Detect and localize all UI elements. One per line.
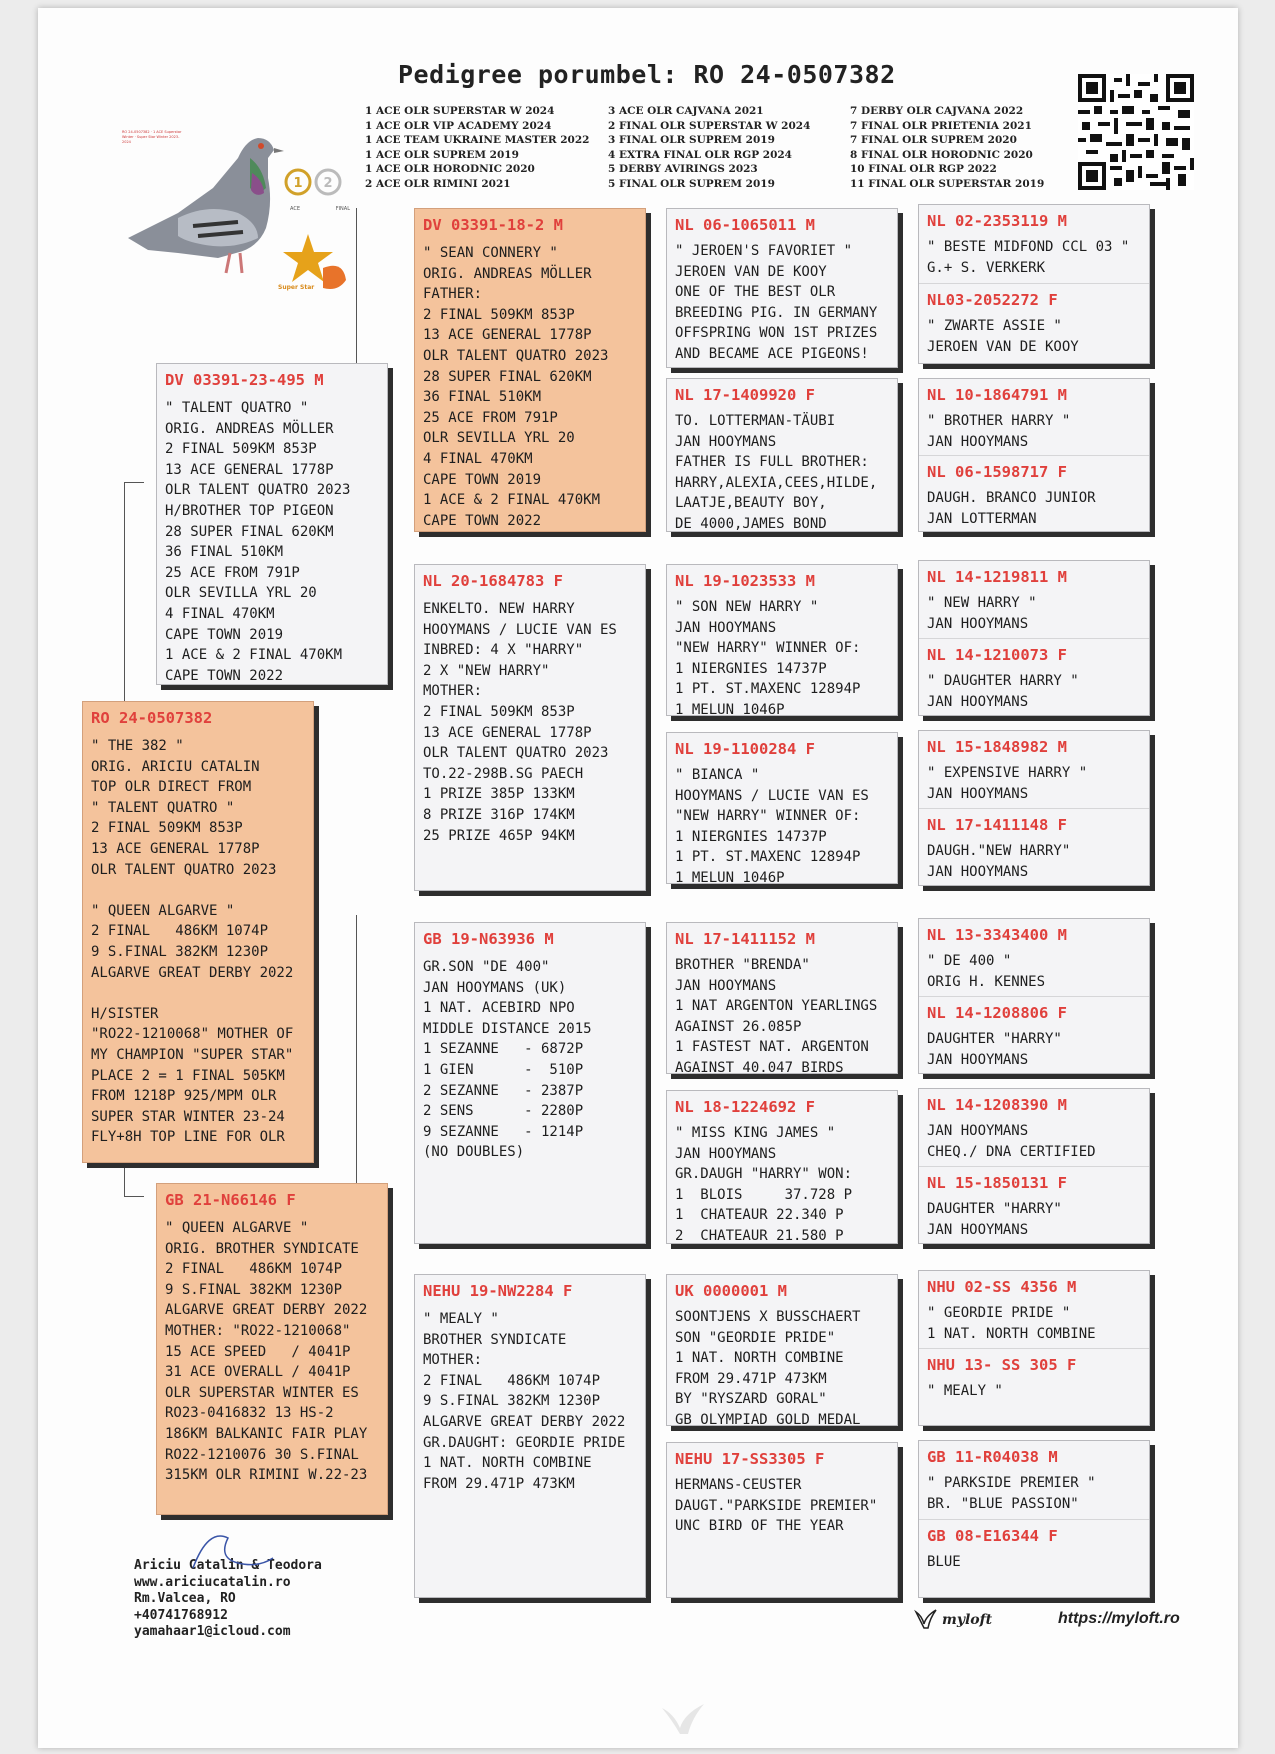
ring-number: RO 24-0507382: [91, 709, 213, 727]
pigeon-pair-card[interactable]: [918, 1440, 1150, 1598]
pigeon-entry-female[interactable]: [919, 456, 1149, 529]
pigeon-pair-card[interactable]: [918, 560, 1150, 716]
achievement-line: 7 FINAL OLR SUPREM 2020: [850, 134, 1017, 147]
ring-number: NL 14-1210073 F: [927, 646, 1067, 664]
achievement-line: 8 FINAL OLR HORODNIC 2020: [850, 148, 1033, 161]
myloft-brand: myloft: [942, 1612, 993, 1628]
pigeon-notes: " THE 382 " ORIG. ARICIU CATALIN TOP OLR DIRECT FROM " TALENT QUATRO " 2 FINAL 509KM 853P 13 ACE GENERAL 1778P OLR TALENT QUATRO 2023 " QUEEN ALGARVE " 2 FINAL 486KM 1074P 9 S.FINAL 382KM 1230P ALGARVE GREAT DERBY 2022 H/SISTER "RO22-1210068" MOTHER OF MY CHAMPION "SUPER STAR" PLACE 2 = 1 FINAL 505KM FROM 1218P 925/MPM OLR SUPER STAR WINTER 23-24 FLY+8H TOP LINE FOR OLR: [91, 738, 294, 1146]
ring-number: NL 14-1208390 M: [927, 1096, 1067, 1114]
achievement-line: 11 FINAL OLR SUPERSTAR 2019: [850, 177, 1045, 190]
ring-number: NEHU 19-NW2284 F: [423, 1282, 573, 1300]
pigeon-notes: DAUGHTER "HARRY" JAN HOOYMANS: [927, 1201, 1062, 1238]
pigeon-notes: " MEALY " BROTHER SYNDICATE MOTHER: 2 FINAL 486KM 1074P 9 S.FINAL 382KM 1230P ALGARVE GREAT DERBY 2022 GR.DAUGHT: GEORDIE PRIDE 1 NAT. NORTH COMBINE FROM 29.471P 473KM: [423, 1311, 626, 1492]
pigeon-notes: " ZWARTE ASSIE " JEROEN VAN DE KOOY: [927, 318, 1079, 355]
pigeon-entry-male[interactable]: [919, 731, 1149, 804]
pigeon-card-mff[interactable]: [666, 922, 898, 1074]
pigeon-notes: " BROTHER HARRY " JAN HOOYMANS: [927, 413, 1071, 450]
pigeon-card-mfm[interactable]: [666, 1090, 898, 1244]
achievement-line: 3 FINAL OLR SUPREM 2019: [608, 134, 775, 147]
achievements-column-1: [365, 104, 589, 192]
medal-labels: [290, 206, 350, 212]
ring-number: NHU 13- SS 305 F: [927, 1356, 1077, 1374]
ring-number: GB 11-R04038 M: [927, 1448, 1058, 1466]
achievement-line: 5 DERBY AVIRINGS 2023: [608, 163, 758, 176]
pigeon-card-fmf[interactable]: [666, 564, 898, 716]
pigeon-notes: " PARKSIDE PREMIER " BR. "BLUE PASSION": [927, 1475, 1096, 1512]
ring-number: GB 19-N63936 M: [423, 930, 554, 948]
pigeon-pair-card[interactable]: [918, 1088, 1150, 1244]
pigeon-notes: " BIANCA " HOOYMANS / LUCIE VAN ES "NEW HARRY" WINNER OF: 1 NIERGNIES 14737P 1 PT. ST.MAXENC 12894P 1 MELUN 1046P: [675, 767, 869, 884]
achievement-line: 10 FINAL OLR RGP 2022: [850, 163, 997, 176]
pigeon-pair-card[interactable]: [918, 918, 1150, 1074]
achievement-line: 7 FINAL OLR PRIETENIA 2021: [850, 119, 1032, 132]
pigeon-entry-female[interactable]: [919, 639, 1149, 712]
pigeon-notes: ENKELTO. NEW HARRY HOOYMANS / LUCIE VAN ES INBRED: 4 X "HARRY" 2 X "NEW HARRY" MOTHER: 2 FINAL 509KM 853P 13 ACE GENERAL 1778P OLR TALENT QUATRO 2023 TO.22-298B.SG PAECH 1 PRIZE 385P 133KM 8 PRIZE 316P 174KM 25 PRIZE 465P 94KM: [423, 601, 617, 844]
pigeon-entry-male[interactable]: [919, 379, 1149, 452]
medal-label-ace: ACE: [290, 206, 300, 212]
ring-number: NL 06-1065011 M: [675, 216, 815, 234]
pigeon-notes: " NEW HARRY " JAN HOOYMANS: [927, 595, 1037, 632]
pigeon-card-maternal-grandfather[interactable]: [414, 922, 646, 1244]
achievement-line: 1 ACE OLR HORODNIC 2020: [365, 163, 535, 176]
pigeon-entry-female[interactable]: [919, 997, 1149, 1070]
pigeon-entry-female[interactable]: [919, 809, 1149, 882]
ring-number: NL 17-1411152 M: [675, 930, 815, 948]
pigeon-pair-card[interactable]: [918, 378, 1150, 532]
pigeon-notes: " EXPENSIVE HARRY " JAN HOOYMANS: [927, 765, 1088, 802]
achievement-line: 1 ACE OLR SUPERSTAR W 2024: [365, 105, 555, 117]
ring-number: GB 08-E16344 F: [927, 1527, 1058, 1545]
pigeon-notes: " DE 400 " ORIG H. KENNES: [927, 953, 1046, 990]
pigeon-notes: GR.SON "DE 400" JAN HOOYMANS (UK) 1 NAT. ACEBIRD NPO MIDDLE DISTANCE 2015 1 SEZANNE - 6872P 1 GIEN - 510P 2 SEZANNE - 2387P 2 SENS - 2280P 9 SEZANNE - 1214P (NO DOUBLES): [423, 959, 592, 1161]
pigeon-notes: JAN HOOYMANS CHEQ./ DNA CERTIFIED: [927, 1123, 1096, 1160]
ring-number: NL 17-1409920 F: [675, 386, 815, 404]
pigeon-card-father[interactable]: [156, 363, 388, 685]
pigeon-notes: " GEORDIE PRIDE " 1 NAT. NORTH COMBINE: [927, 1305, 1096, 1342]
myloft-link[interactable]: https://myloft.ro: [1058, 1610, 1180, 1627]
pigeon-pair-card[interactable]: [918, 1270, 1150, 1426]
pigeon-notes: " TALENT QUATRO " ORIG. ANDREAS MÖLLER 2 FINAL 509KM 853P 13 ACE GENERAL 1778P OLR TALENT QUATRO 2023 H/BROTHER TOP PIGEON 28 SUPER FINAL 620KM 36 FINAL 510KM 25 ACE FROM 791P OLR SEVILLA YRL 20 4 FINAL 470KM CAPE TOWN 2019 1 ACE & 2 FINAL 470KM CAPE TOWN 2022: [165, 400, 351, 684]
ring-number: NHU 02-SS 4356 M: [927, 1278, 1077, 1296]
achievement-line: 1 ACE TEAM UKRAINE MASTER 2022: [365, 134, 590, 147]
medal-label-final: FINAL: [335, 206, 350, 212]
pigeon-card-mmf[interactable]: [666, 1274, 898, 1426]
pigeon-card-fff[interactable]: [666, 208, 898, 368]
pigeon-entry-male[interactable]: [919, 1089, 1149, 1162]
pigeon-notes: " MISS KING JAMES " JAN HOOYMANS GR.DAUGH "HARRY" WON: 1 BLOIS 37.728 P 1 CHATEAUR 22.340 P 2 CHATEAUR 21.580 P: [675, 1125, 853, 1244]
pigeon-card-fmm[interactable]: [666, 732, 898, 884]
ring-number: NL 15-1848982 M: [927, 738, 1067, 756]
pigeon-notes: DAUGHTER "HARRY" JAN HOOYMANS: [927, 1031, 1062, 1068]
achievement-line: 5 FINAL OLR SUPREM 2019: [608, 177, 775, 190]
pigeon-entry-male[interactable]: [919, 561, 1149, 634]
pigeon-entry-female[interactable]: [919, 284, 1149, 357]
breeder-contact: Ariciu Catalin & Teodora www.ariciucatalin.ro Rm.Valcea, RO +40741768912 yamahaar1@icloud.com: [134, 1558, 322, 1639]
pigeon-notes: BLUE: [927, 1554, 961, 1570]
page-title: Pedigree porumbel: RO 24-0507382: [398, 60, 896, 89]
pigeon-card-maternal-grandmother[interactable]: [414, 1274, 646, 1598]
pigeon-notes: " JEROEN'S FAVORIET " JEROEN VAN DE KOOY ONE OF THE BEST OLR BREEDING PIG. IN GERMANY OFFSPRING WON 1ST PRIZES AND BECAME ACE PIGEONS!: [675, 243, 878, 362]
svg-text:2: 2: [323, 176, 333, 191]
pigeon-pair-card[interactable]: [918, 730, 1150, 886]
pigeon-notes: " SON NEW HARRY " JAN HOOYMANS "NEW HARRY" WINNER OF: 1 NIERGNIES 14737P 1 PT. ST.MAXENC 12894P 1 MELUN 1046P: [675, 599, 861, 716]
ring-number: NL 14-1208806 F: [927, 1004, 1067, 1022]
pigeon-card-ffm[interactable]: [666, 378, 898, 532]
ring-number: GB 21-N66146 F: [165, 1191, 296, 1209]
pigeon-pair-card[interactable]: [918, 204, 1150, 364]
ring-number: UK 0000001 M: [675, 1282, 787, 1300]
pigeon-notes: DAUGH."NEW HARRY" JAN HOOYMANS: [927, 843, 1071, 880]
achievement-line: 3 ACE OLR CAJVANA 2021: [608, 105, 764, 117]
ring-number: DV 03391-18-2 M: [423, 216, 563, 234]
pigeon-entry-female[interactable]: [919, 1349, 1149, 1402]
pigeon-card-paternal-grandmother[interactable]: [414, 564, 646, 891]
ring-number: NL 06-1598717 F: [927, 463, 1067, 481]
pigeon-notes: " SEAN CONNERY " ORIG. ANDREAS MÖLLER FATHER: 2 FINAL 509KM 853P 13 ACE GENERAL 1778P OLR TALENT QUATRO 2023 28 SUPER FINAL 620KM 36 FINAL 510KM 25 ACE FROM 791P OLR SEVILLA YRL 20 4 FINAL 470KM CAPE TOWN 2019 1 ACE & 2 FINAL 470KM CAPE TOWN 2022: [423, 245, 609, 529]
ring-number: NL 15-1850131 F: [927, 1174, 1067, 1192]
pigeon-card-mmm[interactable]: [666, 1442, 898, 1598]
pigeon-notes: TO. LOTTERMAN-TÄUBI JAN HOOYMANS FATHER IS FULL BROTHER: HARRY,ALEXIA,CEES,HILDE, LAATJE,BEAUTY BOY, DE 4000,JAMES BOND: [675, 413, 878, 532]
ring-number: NL 13-3343400 M: [927, 926, 1067, 944]
signature-icon: [188, 1518, 278, 1578]
watermark-bird-icon: [658, 1700, 708, 1736]
ring-number: NL 14-1219811 M: [927, 568, 1067, 586]
ring-number: NL 19-1023533 M: [675, 572, 815, 590]
pigeon-notes: DAUGH. BRANCO JUNIOR JAN LOTTERMAN: [927, 490, 1096, 527]
pigeon-card-paternal-grandfather[interactable]: [414, 208, 646, 532]
pigeon-notes: SOONTJENS X BUSSCHAERT SON "GEORDIE PRIDE" 1 NAT. NORTH COMBINE FROM 29.471P 473KM BY "RYSZARD GORAL" GB OLYMPIAD GOLD MEDAL: [675, 1309, 861, 1426]
pigeon-entry-female[interactable]: [919, 1167, 1149, 1240]
achievement-line: 7 DERBY OLR CAJVANA 2022: [850, 105, 1024, 117]
achievement-line: 2 FINAL OLR SUPERSTAR W 2024: [608, 119, 811, 132]
pigeon-notes: HERMANS-CEUSTER DAUGT."PARKSIDE PREMIER" UNC BIRD OF THE YEAR: [675, 1477, 878, 1535]
pigeon-entry-male[interactable]: [919, 1441, 1149, 1514]
brand-text: Super Star: [278, 284, 315, 291]
achievement-line: 4 EXTRA FINAL OLR RGP 2024: [608, 148, 792, 161]
myloft-bird-icon: [914, 1608, 938, 1630]
pigeon-entry-female[interactable]: [919, 1520, 1149, 1573]
ring-number: NL 02-2353119 M: [927, 212, 1067, 230]
ring-number: NL 10-1864791 M: [927, 386, 1067, 404]
ring-number: NL 18-1224692 F: [675, 1098, 815, 1116]
pigeon-notes: BROTHER "BRENDA" JAN HOOYMANS 1 NAT ARGENTON YEARLINGS AGAINST 26.085P 1 FASTEST NAT. ARGENTON AGAINST 40.047 BIRDS: [675, 957, 878, 1074]
pigeon-entry-male[interactable]: [919, 1271, 1149, 1344]
achievement-line: 1 ACE OLR VIP ACADEMY 2024: [365, 119, 552, 132]
achievement-line: 2 ACE OLR RIMINI 2021: [365, 177, 511, 190]
logo-caption: RO 24-0507382 · 1 ACE Superstar Winter · Super Star Winter 2023-2024: [122, 130, 182, 144]
qr-code-icon: [1078, 74, 1194, 190]
svg-text:1: 1: [293, 176, 303, 191]
medal-icons: [280, 166, 350, 206]
connector-line: [124, 1196, 144, 1197]
pigeon-notes: " MEALY ": [927, 1383, 1003, 1399]
achievements-column-2: [608, 104, 810, 192]
ring-number: NL 17-1411148 F: [927, 816, 1067, 834]
pedigree-sheet: [38, 8, 1238, 1748]
achievements-column-3: [850, 104, 1044, 192]
ring-number: DV 03391-23-495 M: [165, 371, 324, 389]
pigeon-entry-male[interactable]: [919, 919, 1149, 992]
pigeon-card-subject[interactable]: [82, 701, 314, 1163]
ring-number: NL 19-1100284 F: [675, 740, 815, 758]
pigeon-entry-male[interactable]: [919, 205, 1149, 278]
pigeon-notes: " QUEEN ALGARVE " ORIG. BROTHER SYNDICATE 2 FINAL 486KM 1074P 9 S.FINAL 382KM 1230P ALGARVE GREAT DERBY 2022 MOTHER: "RO22-1210068" 15 ACE SPEED / 4041P 31 ACE OVERALL / 4041P OLR SUPERSTAR WINTER ES RO23-0416832 13 HS-2 186KM BALKANIC FAIR PLAY RO22-1210076 30 S.FINAL 315KM OLR RIMINI W.22-23: [165, 1220, 368, 1484]
pigeon-notes: " BESTE MIDFOND CCL 03 " G.+ S. VERKERK: [927, 239, 1130, 276]
ring-number: NL03-2052272 F: [927, 291, 1058, 309]
pigeon-card-mother[interactable]: [156, 1183, 388, 1515]
loft-logo: [118, 118, 358, 298]
ring-number: NL 20-1684783 F: [423, 572, 563, 590]
connector-line: [124, 482, 144, 483]
achievement-line: 1 ACE OLR SUPREM 2019: [365, 148, 519, 161]
ring-number: NEHU 17-SS3305 F: [675, 1450, 825, 1468]
pigeon-notes: " DAUGHTER HARRY " JAN HOOYMANS: [927, 673, 1079, 710]
